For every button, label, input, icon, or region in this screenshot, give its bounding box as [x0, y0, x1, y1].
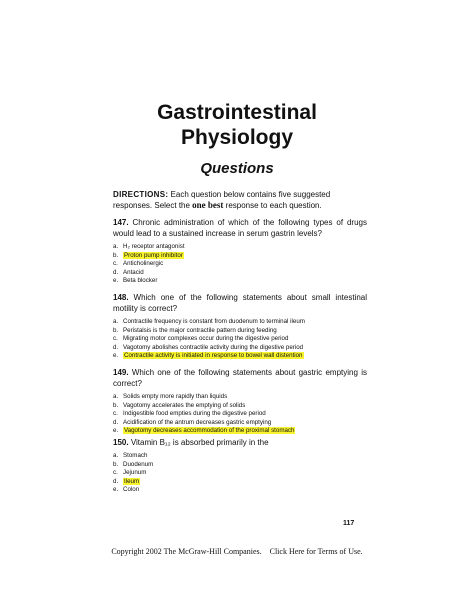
option-text: Migrating motor complexes occur during the digestive period [123, 335, 289, 343]
copyright-notice: Copyright 2002 The McGraw-Hill Companies. [111, 547, 262, 556]
option-text: Solids empty more rapidly than liquids [123, 393, 228, 400]
question-stem [113, 292, 367, 314]
answer-option [113, 410, 367, 419]
question-number: 148. [113, 293, 129, 302]
option-letter: b. [113, 326, 119, 334]
option-letter: b. [113, 401, 119, 409]
question-stem [113, 367, 367, 389]
question-149 [113, 367, 367, 436]
option-letter: d. [113, 418, 119, 426]
option-letter: c. [113, 469, 118, 477]
option-text: Colon [123, 486, 140, 494]
question-stem [113, 437, 367, 448]
option-text: Stomach [123, 452, 148, 459]
option-letter: b. [113, 251, 119, 259]
option-text: Vagotomy abolishes contractile activity during the digestive period [123, 343, 304, 351]
option-letter: e. [113, 427, 119, 435]
answer-options [113, 452, 367, 495]
answer-option [113, 252, 367, 261]
option-text: Jejunum [123, 469, 147, 477]
answer-option [113, 452, 367, 461]
answer-option [113, 461, 367, 470]
option-text: Indigestible food empties during the digestive period [123, 410, 266, 418]
option-text-highlighted: Vagotomy decreases accommodation of the proximal stomach [124, 427, 295, 435]
answer-option [113, 260, 367, 269]
option-text: Vagotomy accelerates the emptying of solids [123, 401, 246, 409]
option-text: Anticholinergic [123, 260, 164, 268]
option-letter: e. [113, 352, 119, 360]
answer-option [113, 393, 367, 402]
directions-label: DIRECTIONS: [113, 190, 169, 199]
question-number: 150. [113, 438, 129, 447]
directions-text-before: Each question below contains five suggested responses. Select the [113, 190, 331, 210]
answer-option [113, 344, 367, 353]
option-text: Acidification of the antrum decreases gastric emptying [123, 418, 272, 426]
option-text: Antacid [123, 268, 144, 276]
directions [113, 189, 363, 211]
option-text: H₂ receptor antagonist [123, 243, 185, 250]
answer-option [113, 486, 367, 495]
answer-option [113, 352, 367, 361]
answer-option [113, 327, 367, 336]
answer-option [113, 269, 367, 278]
option-text: Beta blocker [123, 277, 158, 285]
answer-option [113, 277, 367, 286]
question-148 [113, 292, 367, 361]
answer-option [113, 402, 367, 411]
page-number: 117 [343, 520, 355, 527]
option-text-highlighted: Contractile activity is initiated in response to bowel wall distention [124, 352, 303, 360]
question-150 [113, 437, 367, 495]
directions-emphasis: one best [192, 200, 224, 210]
option-letter: c. [113, 335, 118, 343]
question-stem [113, 217, 367, 239]
option-letter: a. [113, 243, 119, 250]
answer-option [113, 419, 367, 428]
answer-option [113, 427, 367, 436]
option-letter: a. [113, 452, 119, 459]
option-letter: e. [113, 486, 119, 494]
question-147 [113, 217, 367, 286]
answer-options [113, 393, 367, 436]
directions-text-after: response to each question. [225, 201, 322, 210]
answer-option [113, 335, 367, 344]
option-letter: d. [113, 268, 119, 276]
question-text: Vitamin B₁₂ is absorbed primarily in the [130, 438, 269, 447]
answer-option [113, 243, 367, 252]
question-text: Which one of the following statements about gastric emptying is correct? [113, 368, 367, 388]
chapter-title-line-2: Physiology [180, 126, 294, 149]
option-text: Contractile frequency is constant from duodenum to terminal ileum [123, 318, 305, 325]
question-number: 147. [113, 218, 129, 227]
question-text: Chronic administration of which of the following types of drugs would lead to a sustained increase in serum gastrin levels? [113, 218, 367, 238]
option-letter: a. [113, 318, 119, 325]
option-text-highlighted: Proton pump inhibitor [124, 251, 183, 259]
question-text: Which one of the following statements about small intestinal motility is correct? [113, 293, 367, 313]
option-text: Duodenum [123, 460, 154, 468]
option-text-highlighted: Ileum [124, 477, 140, 485]
option-text: Peristalsis is the major contractile pattern during feeding [123, 326, 277, 334]
option-letter: d. [113, 477, 119, 485]
chapter-title [0, 100, 474, 150]
section-title: Questions [200, 160, 274, 177]
chapter-title-line-1: Gastrointestinal [157, 101, 317, 124]
answer-option [113, 469, 367, 478]
option-letter: d. [113, 343, 119, 351]
option-letter: a. [113, 393, 119, 400]
option-letter: b. [113, 460, 119, 468]
terms-of-use-link[interactable]: Click Here for Terms of Use. [269, 547, 363, 556]
footer [0, 547, 474, 556]
option-letter: c. [113, 410, 118, 418]
question-number: 149. [113, 368, 129, 377]
answer-options [113, 243, 367, 286]
answer-option [113, 318, 367, 327]
option-letter: c. [113, 260, 118, 268]
option-letter: e. [113, 277, 119, 285]
answer-options [113, 318, 367, 361]
answer-option [113, 478, 367, 487]
